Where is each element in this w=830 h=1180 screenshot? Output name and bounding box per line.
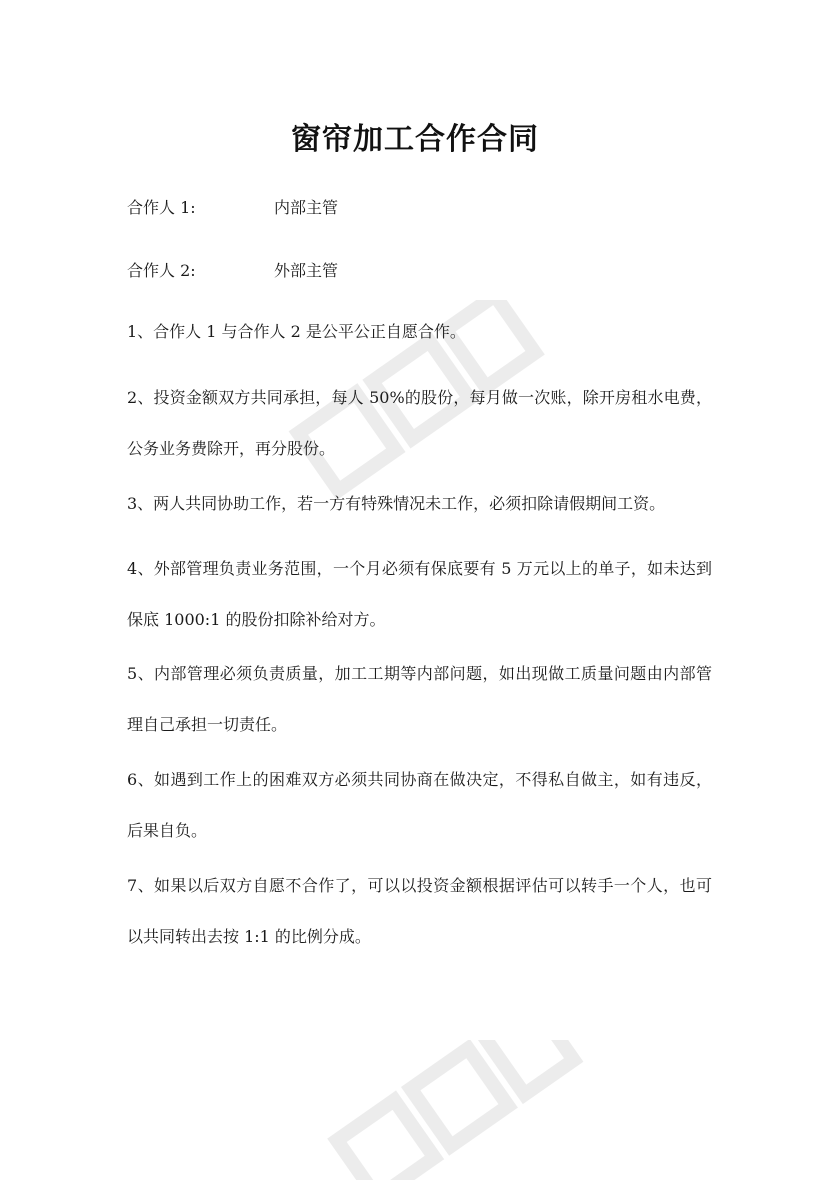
party-2-label: 合作人 2: (127, 261, 196, 280)
clause-7: 7、如果以后双方自愿不合作了，可以以投资金额根据评估可以转手一个人，也可以共同转出去按 1:1 的比例分成。 (127, 876, 712, 946)
clause-4: 4、外部管理负责业务范围，一个月必须有保底要有 5 万元以上的单子，如未达到保底 1000:1 的股份扣除补给对方。 (127, 559, 712, 629)
watermark-stamp-bottom (300, 1040, 600, 1180)
clause-6: 6、如遇到工作上的困难双方必须共同协商在做决定，不得私自做主，如有违反，后果自负。 (127, 770, 712, 840)
document-title: 窗帘加工合作合同 (291, 122, 539, 157)
party-1-value: 内部主管 (274, 198, 339, 217)
clause-2: 2、投资金额双方共同承担，每人 50%的股份，每月做一次账，除开房租水电费，公务业务费除开，再分股份。 (127, 388, 712, 458)
party-2-value: 外部主管 (274, 261, 339, 280)
party-1-label: 合作人 1: (127, 198, 196, 217)
clause-5: 5、内部管理必须负责质量，加工工期等内部问题，如出现做工质量问题由内部管理自己承担一切责任。 (127, 664, 712, 734)
party-1-row (127, 196, 338, 220)
clause-1: 1、合作人 1 与合作人 2 是公平公正自愿合作。 (127, 322, 466, 341)
clause-3: 3、两人共同协助工作，若一方有特殊情况未工作，必须扣除请假期间工资。 (127, 494, 666, 513)
party-2-row (127, 259, 338, 283)
